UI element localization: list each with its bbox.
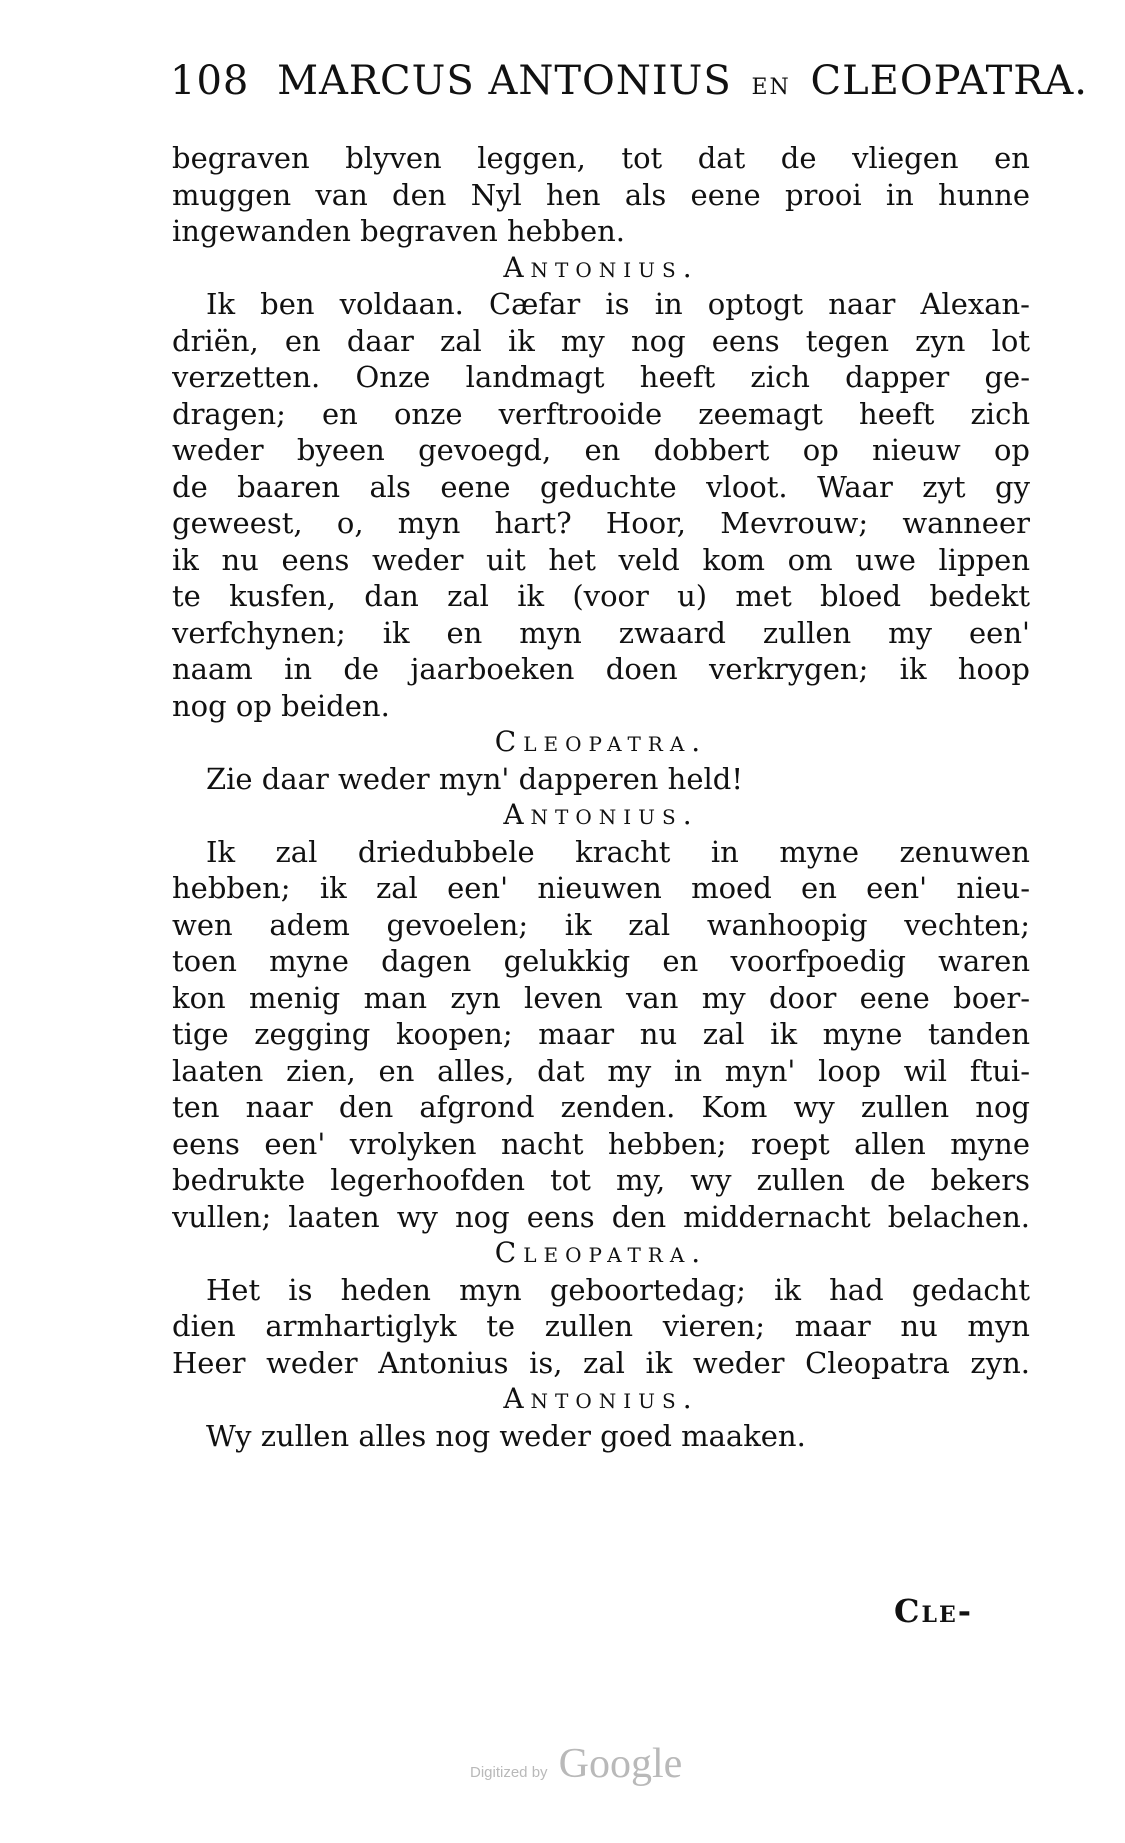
watermark-logo-text: Google [558,1741,683,1787]
text-line: ik nu eens weder uit het veld kom om uwe lippen [172,542,1030,577]
text-line: naam in de jaarboeken doen verkrygen; ik hoop [172,652,1030,686]
running-title-right: CLEOPATRA. [810,58,1088,104]
text-line: hebben; ik zal een' nieuwen moed en een' nieu- [172,871,1030,905]
text-line: laaten zien, en alles, dat my in myn' loop wil ftui- [172,1053,1030,1088]
text-line: te kusfen, dan zal ik (voor u) met bloed bedekt [172,579,1030,613]
text-line: bedrukte legerhoofden tot my, wy zullen de bekers [172,1163,1030,1197]
digitization-watermark [470,1740,682,1788]
catchword: Cle- [894,1592,973,1630]
text-line: Ik ben voldaan. Cæfar is in optogt naar Alexan- [206,287,1030,321]
text-line: Zie daar weder myn' dapperen held! [206,761,743,796]
text-line: begraven blyven leggen, tot dat de vliegen en [172,141,1030,175]
text-line: Het is heden myn geboortedag; ik had gedacht [206,1272,1030,1307]
text-line: eens een' vrolyken nacht hebben; roept allen myne [172,1126,1030,1161]
text-line: wen adem gevoelen; ik zal wanhoopig vechten; [172,907,1030,942]
speaker-name: Antonius. [503,250,699,284]
text-line: de baaren als eene geduchte vloot. Waar zyt gy [172,469,1030,504]
text-line: driën, en daar zal ik my nog eens tegen zyn lot [172,323,1030,358]
text-line: toen myne dagen gelukkig en voorfpoedig waren [172,944,1030,978]
text-line: ingewanden begraven hebben. [172,214,625,248]
running-title-left: MARCUS ANTONIUS [277,58,732,104]
page-number: 108 [170,58,250,104]
running-title-conjunction: EN [751,75,791,100]
speaker-name: Cleopatra. [494,725,708,758]
speaker-name: Antonius. [503,1382,699,1415]
text-line: verzetten. Onze landmagt heeft zich dapper ge- [172,360,1030,394]
text-line: Ik zal driedubbele kracht in myne zenuwen [206,834,1030,869]
speaker-name: Cleopatra. [494,1236,708,1269]
watermark-small-text: Digitized by [470,1764,548,1781]
running-head [170,58,1088,104]
text-line: kon menig man zyn leven van my door eene boer- [172,980,1030,1015]
body-text [172,140,1030,1454]
text-line: geweest, o, myn hart? Hoor, Mevrouw; wanneer [172,506,1030,540]
speaker-name: Antonius. [503,798,699,831]
text-line: ten naar den afgrond zenden. Kom wy zullen nog [172,1090,1030,1124]
text-line: Wy zullen alles nog weder goed maaken. [206,1418,806,1453]
text-line: muggen van den Nyl hen als eene prooi in hunne [172,177,1030,212]
text-line: dragen; en onze verftrooide zeemagt heeft zich [172,396,1030,431]
text-line: verfchynen; ik en myn zwaard zullen my een' [172,615,1030,650]
text-line: vullen; laaten wy nog eens den middernacht belachen. [172,1199,1030,1234]
text-line: weder byeen gevoegd, en dobbert op nieuw op [172,433,1030,467]
text-line: nog op beiden. [172,688,390,723]
text-line: Heer weder Antonius is, zal ik weder Cleopatra zyn. [172,1345,1030,1380]
text-line: tige zegging koopen; maar nu zal ik myne tanden [172,1017,1030,1051]
text-line: dien armhartiglyk te zullen vieren; maar nu myn [172,1309,1030,1343]
